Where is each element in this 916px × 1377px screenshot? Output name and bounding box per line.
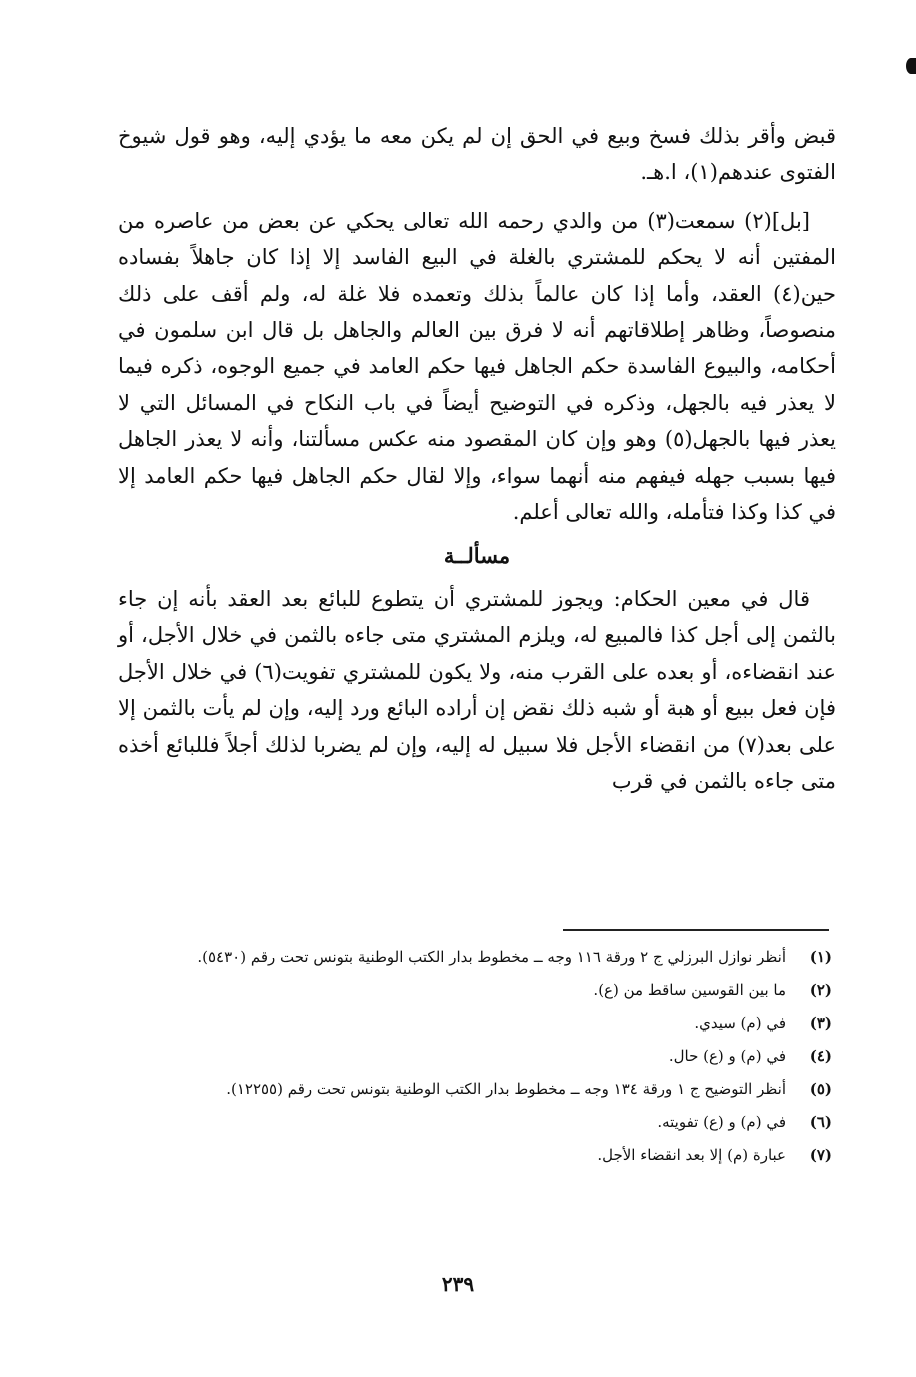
footnote-number: (٤)	[809, 1047, 832, 1065]
footnotes-list	[132, 941, 832, 1172]
footnote-text: في (م) سيدي.	[694, 1014, 786, 1032]
footnote-number: (١)	[809, 948, 832, 966]
footnote-item	[132, 1007, 832, 1040]
footnote-item	[132, 1139, 832, 1172]
footnote-separator	[563, 929, 829, 931]
page-number: ٢٣٩	[441, 1272, 475, 1296]
paragraph-2: [بل](٢) سمعت(٣) من والدي رحمه الله تعالى يحكي عن بعض من عاصره من المفتين أنه لا يحكم للمشتري بالغلة في البيع الفاسد إلا إذا كان جاهلاً بفساده حين(٤) العقد، وأما إذا كان عالماً بذلك وتعمده فلا غلة له، ولم أقف على ذلك منصوصاً، وظاهر إطلاقاتهم أنه لا فرق بين العالم والجاهل بل قال ابن سلمون في أحكامه، والبيوع الفاسدة حكم الجاهل فيها حكم العامد في جميع الوجوه، ذكره فيما لا يعذر فيه بالجهل، وذكره في التوضيح أيضاً في باب النكاح في المسائل التي لا يعذر فيها بالجهل(٥) وهو وإن كان المقصود منه عكس مسألتنا، وأنه لا يعذر الجاهل فيها بسبب جهله فيفهم منه أنهما سواء، وإلا لقال حكم الجاهل فيها حكم العامد إلا في كذا وكذا فتأمله، والله تعالى أعلم.	[118, 208, 836, 525]
footnote-text: ما بين القوسين ساقط من (ع).	[593, 981, 786, 999]
footnote-number: (٧)	[809, 1146, 832, 1164]
footnote-number: (٣)	[809, 1014, 832, 1032]
footnote-item	[132, 1106, 832, 1139]
footnote-text: في (م) و (ع) تفويته.	[657, 1113, 786, 1131]
footnote-item	[132, 974, 832, 1007]
footnote-item	[132, 941, 832, 974]
footnote-text: عبارة (م) إلا بعد انقضاء الأجل.	[597, 1146, 786, 1164]
paragraph-1: قبض وأقر بذلك فسخ وبيع في الحق إن لم يكن معه ما يؤدي إليه، وهو قول شيوخ الفتوى عندهم(١)، ا.هـ.	[118, 124, 836, 185]
footnote-item	[132, 1073, 832, 1106]
footnote-number: (٢)	[809, 981, 832, 999]
footnote-text: أنظر نوازل البرزلي ج ٢ ورقة ١١٦ وجه ــ مخطوط بدار الكتب الوطنية بتونس تحت رقم (٥٤٣٠).	[197, 948, 786, 966]
footnote-item	[132, 1040, 832, 1073]
footnote-number: (٦)	[809, 1113, 832, 1131]
section-heading: مسألــة	[443, 543, 511, 569]
margin-mark	[906, 58, 916, 74]
paragraph-3: قال في معين الحكام: ويجوز للمشتري أن يتطوع للبائع بعد العقد بأنه إن جاء بالثمن إلى أجل كذا فالمبيع له، ويلزم المشتري متى جاءه بالثمن في خلال الأجل، أو عند انقضاءه، أو بعده على القرب منه، ولا يكون للمشتري تفويت(٦) في خلال الأجل فإن فعل ببيع أو هبة أو شبه ذلك نقض إن أراده البائع ورد إليه، وإن لم يأت بالثمن إلا على بعد(٧) من انقضاء الأجل فلا سبيل له إليه، وإن لم يضربا لذلك أجلاً فللبائع أخذه متى جاءه بالثمن في قرب	[118, 586, 836, 793]
main-text-block	[118, 118, 836, 799]
footnote-number: (٥)	[809, 1080, 832, 1098]
footnote-text: أنظر التوضيح ج ١ ورقة ١٣٤ وجه ــ مخطوط بدار الكتب الوطنية بتونس تحت رقم (١٢٢٥٥).	[226, 1080, 786, 1098]
footnote-text: في (م) و (ع) حال.	[668, 1047, 786, 1065]
